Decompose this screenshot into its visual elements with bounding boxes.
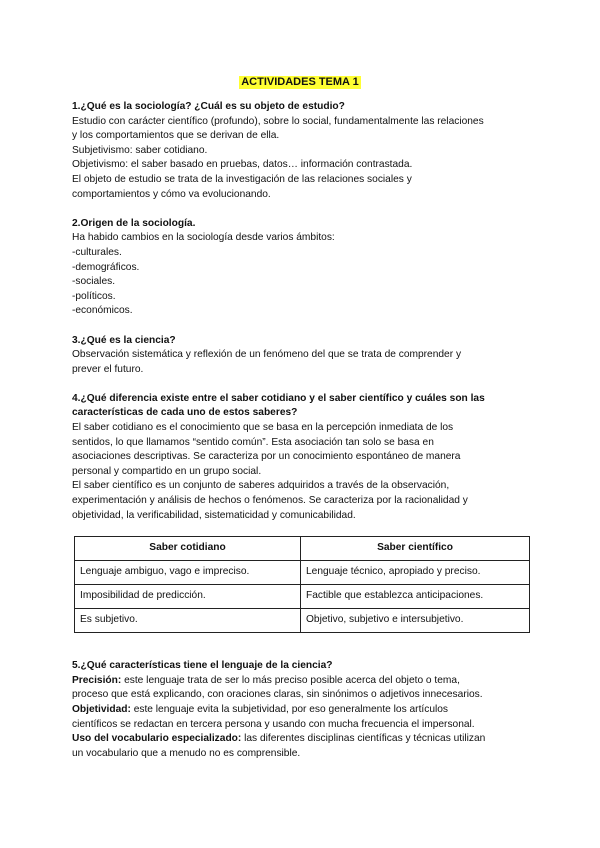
table-cell: Objetivo, subjetivo e intersubjetivo. [301, 609, 530, 633]
keyword: Uso del vocabulario especializado: [72, 733, 242, 745]
section-4-line: asociaciones descriptivas. Se caracteriza por un conocimiento espontáneo de manera [72, 451, 461, 463]
section-4-line: El saber científico es un conjunto de saberes adquiridos a través de la observación, [72, 480, 450, 492]
section-2-heading: 2.Origen de la sociología. [72, 217, 196, 229]
section-4-heading: 4.¿Qué diferencia existe entre el saber cotidiano y el saber científico y cuáles son las [72, 392, 485, 404]
section-3-line: Observación sistemática y reflexión de un fenómeno del que se trata de comprender y [72, 349, 462, 361]
spacer [72, 319, 532, 334]
section-2-line: Ha habido cambios en la sociología desde varios ámbitos: [72, 232, 335, 244]
section-4-line: El saber cotidiano es el conocimiento que se basa en la percepción inmediata de los [72, 422, 454, 434]
keyword: Objetividad: [72, 704, 131, 715]
section-3-heading: 3.¿Qué es la ciencia? [72, 334, 176, 346]
section-5-item [72, 703, 532, 718]
document-title: ACTIVIDADES TEMA 1 [241, 76, 359, 88]
table-cell: Lenguaje ambiguo, vago e impreciso. [75, 561, 301, 585]
section-1-line: y los comportamientos que se derivan de ella. [72, 130, 280, 142]
item-text: este lenguaje evita la subjetividad, por eso generalmente los artículos [130, 704, 449, 715]
section-2-line: -económicos. [72, 305, 133, 317]
table-cell: Factible que establezca anticipaciones. [301, 585, 530, 609]
table-cell: Lenguaje técnico, apropiado y preciso. [301, 561, 530, 585]
table-header: Saber científico [301, 537, 530, 561]
section-1-line: comportamientos y cómo va evolucionando. [72, 188, 271, 200]
section-3-line: prever el futuro. [72, 363, 144, 375]
section-5-heading: 5.¿Qué características tiene el lenguaje de la ciencia? [72, 660, 333, 672]
comparison-table [74, 536, 530, 633]
section-5-line: científicos se redactan en tercera persona y usando con mucha frecuencia el impersonal. [72, 718, 475, 730]
section-5-item [72, 674, 532, 689]
section-1-line: Subjetivismo: saber cotidiano. [72, 144, 208, 156]
spacer [72, 377, 532, 392]
section-4-heading: características de cada uno de estos saberes? [72, 407, 298, 419]
section-5-item [72, 732, 532, 747]
title-wrap [0, 72, 600, 90]
spacer [72, 202, 532, 217]
table-cell: Imposibilidad de predicción. [75, 585, 301, 609]
section-2-line: -demográficos. [72, 261, 140, 273]
keyword: Precisión: [72, 674, 122, 686]
section-1-line: Estudio con carácter científico (profundo), sobre lo social, fundamentalmente las relaciones [72, 115, 484, 127]
table-row [75, 561, 530, 585]
section-5-line: proceso que está explicando, con oraciones claras, sin sinónimos o adjetivos innecesarios. [72, 689, 483, 701]
section-2-line: -sociales. [72, 276, 116, 288]
document-content [72, 100, 532, 761]
section-4-line: personal y compartido en un grupo social. [72, 465, 262, 477]
section-4-line: experimentación y análisis de hechos o fenómenos. Se caracteriza por la racionalidad y [72, 495, 468, 507]
table-header-row [75, 537, 530, 561]
section-1-heading: 1.¿Qué es la sociología? ¿Cuál es su objeto de estudio? [72, 101, 345, 112]
table-cell: Es subjetivo. [75, 609, 301, 633]
table-row [75, 609, 530, 633]
table-header: Saber cotidiano [75, 537, 301, 561]
section-4-line: sentidos, lo que llamamos “sentido común”. Esta asociación tan solo se basa en [72, 436, 434, 448]
section-2-line: -políticos. [72, 290, 116, 302]
table-row [75, 585, 530, 609]
section-5-line: un vocabulario que a menudo no es comprensible. [72, 747, 301, 759]
spacer [72, 633, 532, 659]
section-1-line: El objeto de estudio se trata de la investigación de las relaciones sociales y [72, 173, 412, 185]
section-4-line: objetividad, la verificabilidad, sistematicidad y comunicabilidad. [72, 509, 356, 521]
section-1-line: Objetivismo: el saber basado en pruebas, datos… información contrastada. [72, 159, 413, 171]
item-text: las diferentes disciplinas científicas y técnicas utilizan [241, 733, 486, 745]
section-2-line: -culturales. [72, 246, 122, 258]
item-text: este lenguaje trata de ser lo más preciso posible acerca del objeto o tema, [121, 674, 460, 686]
